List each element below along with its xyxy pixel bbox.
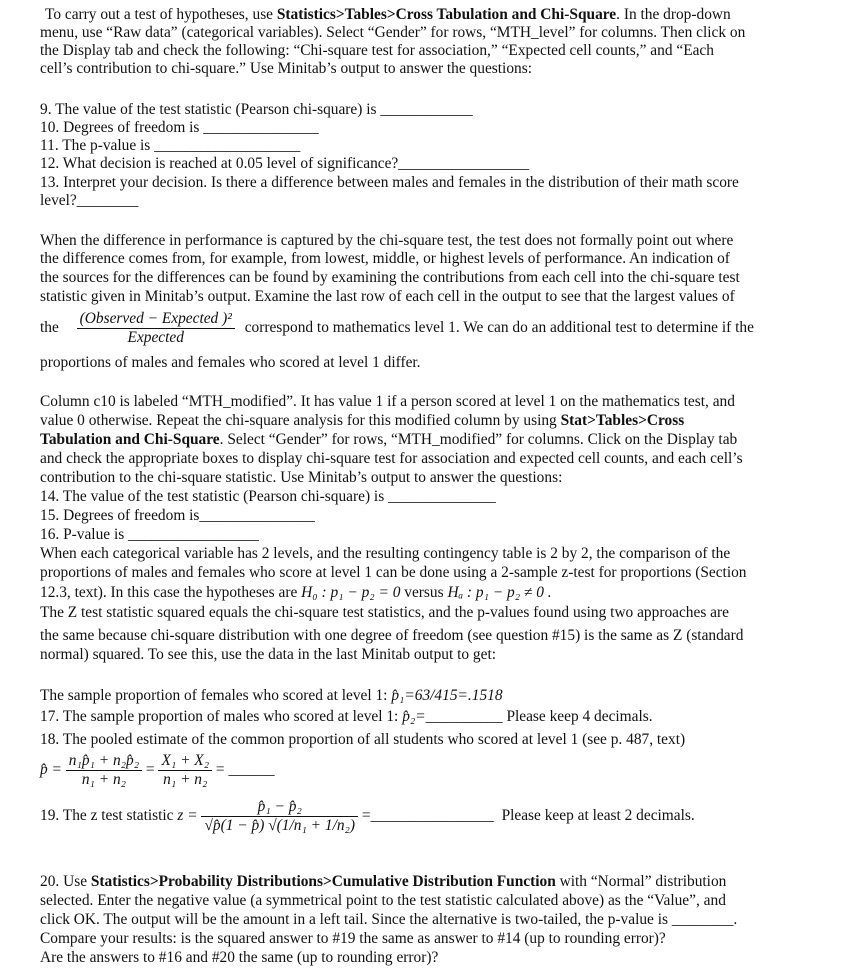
text: 19. The z test statistic: [40, 807, 174, 825]
para-line: selected. Enter the negative value (a symmetrical point to the test statistic calculated above) as the “Value”, and: [40, 892, 726, 909]
text: 12.3, text). In this case the hypotheses are: [40, 584, 298, 601]
text: the: [40, 319, 59, 337]
text: z =: [177, 807, 198, 825]
text: 20. Use: [40, 873, 91, 890]
para-line: Compare your results: is the squared answer to #19 the same as answer to #14 (up to rounding error)?: [40, 930, 666, 947]
p2-hat-blank: p̂₂=__________: [402, 708, 503, 725]
question-12: 12. What decision is reached at 0.05 level of significance?_________________: [40, 155, 530, 172]
text: √(1/n₁ + 1/n₂): [268, 817, 356, 834]
para-line: Are the answers to #16 and #20 the same (up to rounding error)?: [40, 949, 439, 966]
null-hypothesis: H₀ : p₁ − p₂ = 0: [301, 584, 401, 601]
menu-path: Statistics>Probability Distributions>Cumulative Distribution Function: [90, 873, 556, 890]
denominator: n₁ + n₂: [81, 771, 127, 788]
intro-line: cell’s contribution to chi-square.” Use Minitab’s output to answer the questions:: [40, 60, 532, 77]
pooled-fraction-2: [158, 752, 212, 789]
text: √p̂(1 − p̂): [204, 817, 265, 834]
numerator: X₁ + X₂: [158, 752, 212, 771]
para-line: proportions of males and females who score at level 1 can be done using a 2-sample z-test for proportions (Section: [40, 564, 747, 581]
question-10: 10. Degrees of freedom is _______________: [40, 119, 319, 136]
text: versus: [404, 584, 444, 601]
denominator: n₁ + n₂: [163, 771, 208, 788]
formula-line: [40, 310, 754, 347]
text: To carry out a test of hypotheses, use: [45, 6, 277, 23]
text: correspond to mathematics level 1. We can do an additional test to determine if the: [244, 319, 754, 337]
question-9: 9. The value of the test statistic (Pearson chi-square) is ____________: [40, 101, 473, 118]
question-15: 15. Degrees of freedom is_______________: [40, 507, 315, 524]
text: The sample proportion of females who scored at level 1:: [40, 687, 388, 704]
menu-path: Statistics>Tables>Cross Tabulation and Chi-Square: [276, 6, 617, 23]
para-line: Column c10 is labeled “MTH_modified”. It has value 1 if a person scored at level 1 on the mathematics test, and: [40, 393, 735, 410]
text: p̂ =: [40, 761, 62, 779]
alternative-hypothesis: Hₐ : p₁ − p₂ ≠ 0 .: [447, 584, 552, 601]
text: . In the drop-down: [616, 6, 731, 23]
pooled-formula: [40, 752, 275, 789]
chi-square-contribution-formula: [77, 310, 235, 347]
numerator: p̂₁ − p̂₂: [201, 798, 358, 817]
intro-line: [45, 6, 731, 24]
para-line: the difference comes from, for example, from lowest, middle, or highest levels of performance. An indication of: [40, 250, 730, 267]
para-line: When each categorical variable has 2 levels, and the resulting contingency table is 2 by 2, the comparison of the: [40, 545, 731, 562]
question-13-cont: level?________: [40, 192, 139, 209]
text: . Select “Gender” for rows, “MTH_modified” for columns. Click on the Display tab: [219, 431, 738, 448]
z-statistic-formula: [201, 798, 358, 835]
para-line: normal) squared. To see this, use the data in the last Minitab output to get:: [40, 646, 496, 663]
para-line: [40, 412, 684, 430]
p1-hat-value: p̂₁=63/415=.1518: [391, 687, 503, 704]
para-line: the sources for the differences can be found by examining the contributions from each cell into the chi-square test: [40, 269, 740, 286]
para-line: The Z test statistic squared equals the chi-square test statistics, and the p-values found using two approaches are: [40, 604, 729, 621]
text: =: [145, 761, 155, 779]
question-18: 18. The pooled estimate of the common proportion of all students who scored at level 1 (see p. 487, text): [40, 731, 686, 748]
pooled-fraction-1: [66, 752, 142, 789]
menu-path: Tabulation and Chi-Square: [40, 431, 220, 448]
para-line: and check the appropriate boxes to display chi-square test for association and expected cell counts, and each cell’s: [40, 450, 743, 467]
para-line: When the difference in performance is captured by the chi-square test, the test does not formally point out where: [40, 232, 734, 249]
text: value 0 otherwise. Repeat the chi-square analysis for this modified column by using: [40, 412, 561, 429]
question-13: 13. Interpret your decision. Is there a difference between males and females in the distribution of their math score: [40, 174, 739, 191]
question-19: [40, 798, 695, 835]
text: Please keep 4 decimals.: [506, 708, 653, 725]
hypotheses-line: [40, 584, 552, 602]
menu-path: Stat>Tables>Cross: [560, 412, 685, 429]
numerator: (Observed − Expected )²: [77, 310, 235, 329]
denominator: Expected: [127, 329, 184, 346]
text: Please keep at least 2 decimals.: [501, 807, 695, 825]
answer-blank: = ______: [215, 761, 275, 779]
intro-line: the Display tab and check the following: “Chi-square test for association,” “Expected cell counts,” and “Each: [40, 42, 714, 59]
question-17: [40, 708, 653, 726]
para-line: click OK. The output will be the amount in a left tail. Since the alternative is two-tailed, the p-value is ________.: [40, 911, 738, 928]
question-11: 11. The p-value is ___________________: [40, 137, 301, 154]
intro-line: menu, use “Raw data” (categorical variables). Select “Gender” for rows, “MTH_level” for columns. Then click on: [40, 24, 746, 41]
answer-blank: =________________: [361, 807, 494, 825]
para-line: statistic given in Minitab’s output. Examine the last row of each cell in the output to see that the largest values of: [40, 288, 735, 305]
para-line: contribution to the chi-square statistic. Use Minitab’s output to answer the questions:: [40, 469, 563, 486]
question-20: [40, 873, 726, 891]
para-line: proportions of males and females who scored at level 1 differ.: [40, 354, 421, 371]
numerator: n₁p̂₁ + n₂p̂₂: [66, 752, 142, 771]
question-16: 16. P-value is _________________: [40, 526, 259, 543]
para-line: [40, 431, 737, 449]
denominator: [201, 817, 358, 835]
text: 17. The sample proportion of males who scored at level 1:: [40, 708, 399, 725]
question-14: 14. The value of the test statistic (Pearson chi-square) is ______________: [40, 488, 496, 505]
female-proportion-line: [40, 687, 503, 705]
para-line: the same because chi-square distribution with one degree of freedom (see question #15) is the same as Z (standard: [40, 627, 744, 644]
text: with “Normal” distribution: [555, 873, 727, 890]
